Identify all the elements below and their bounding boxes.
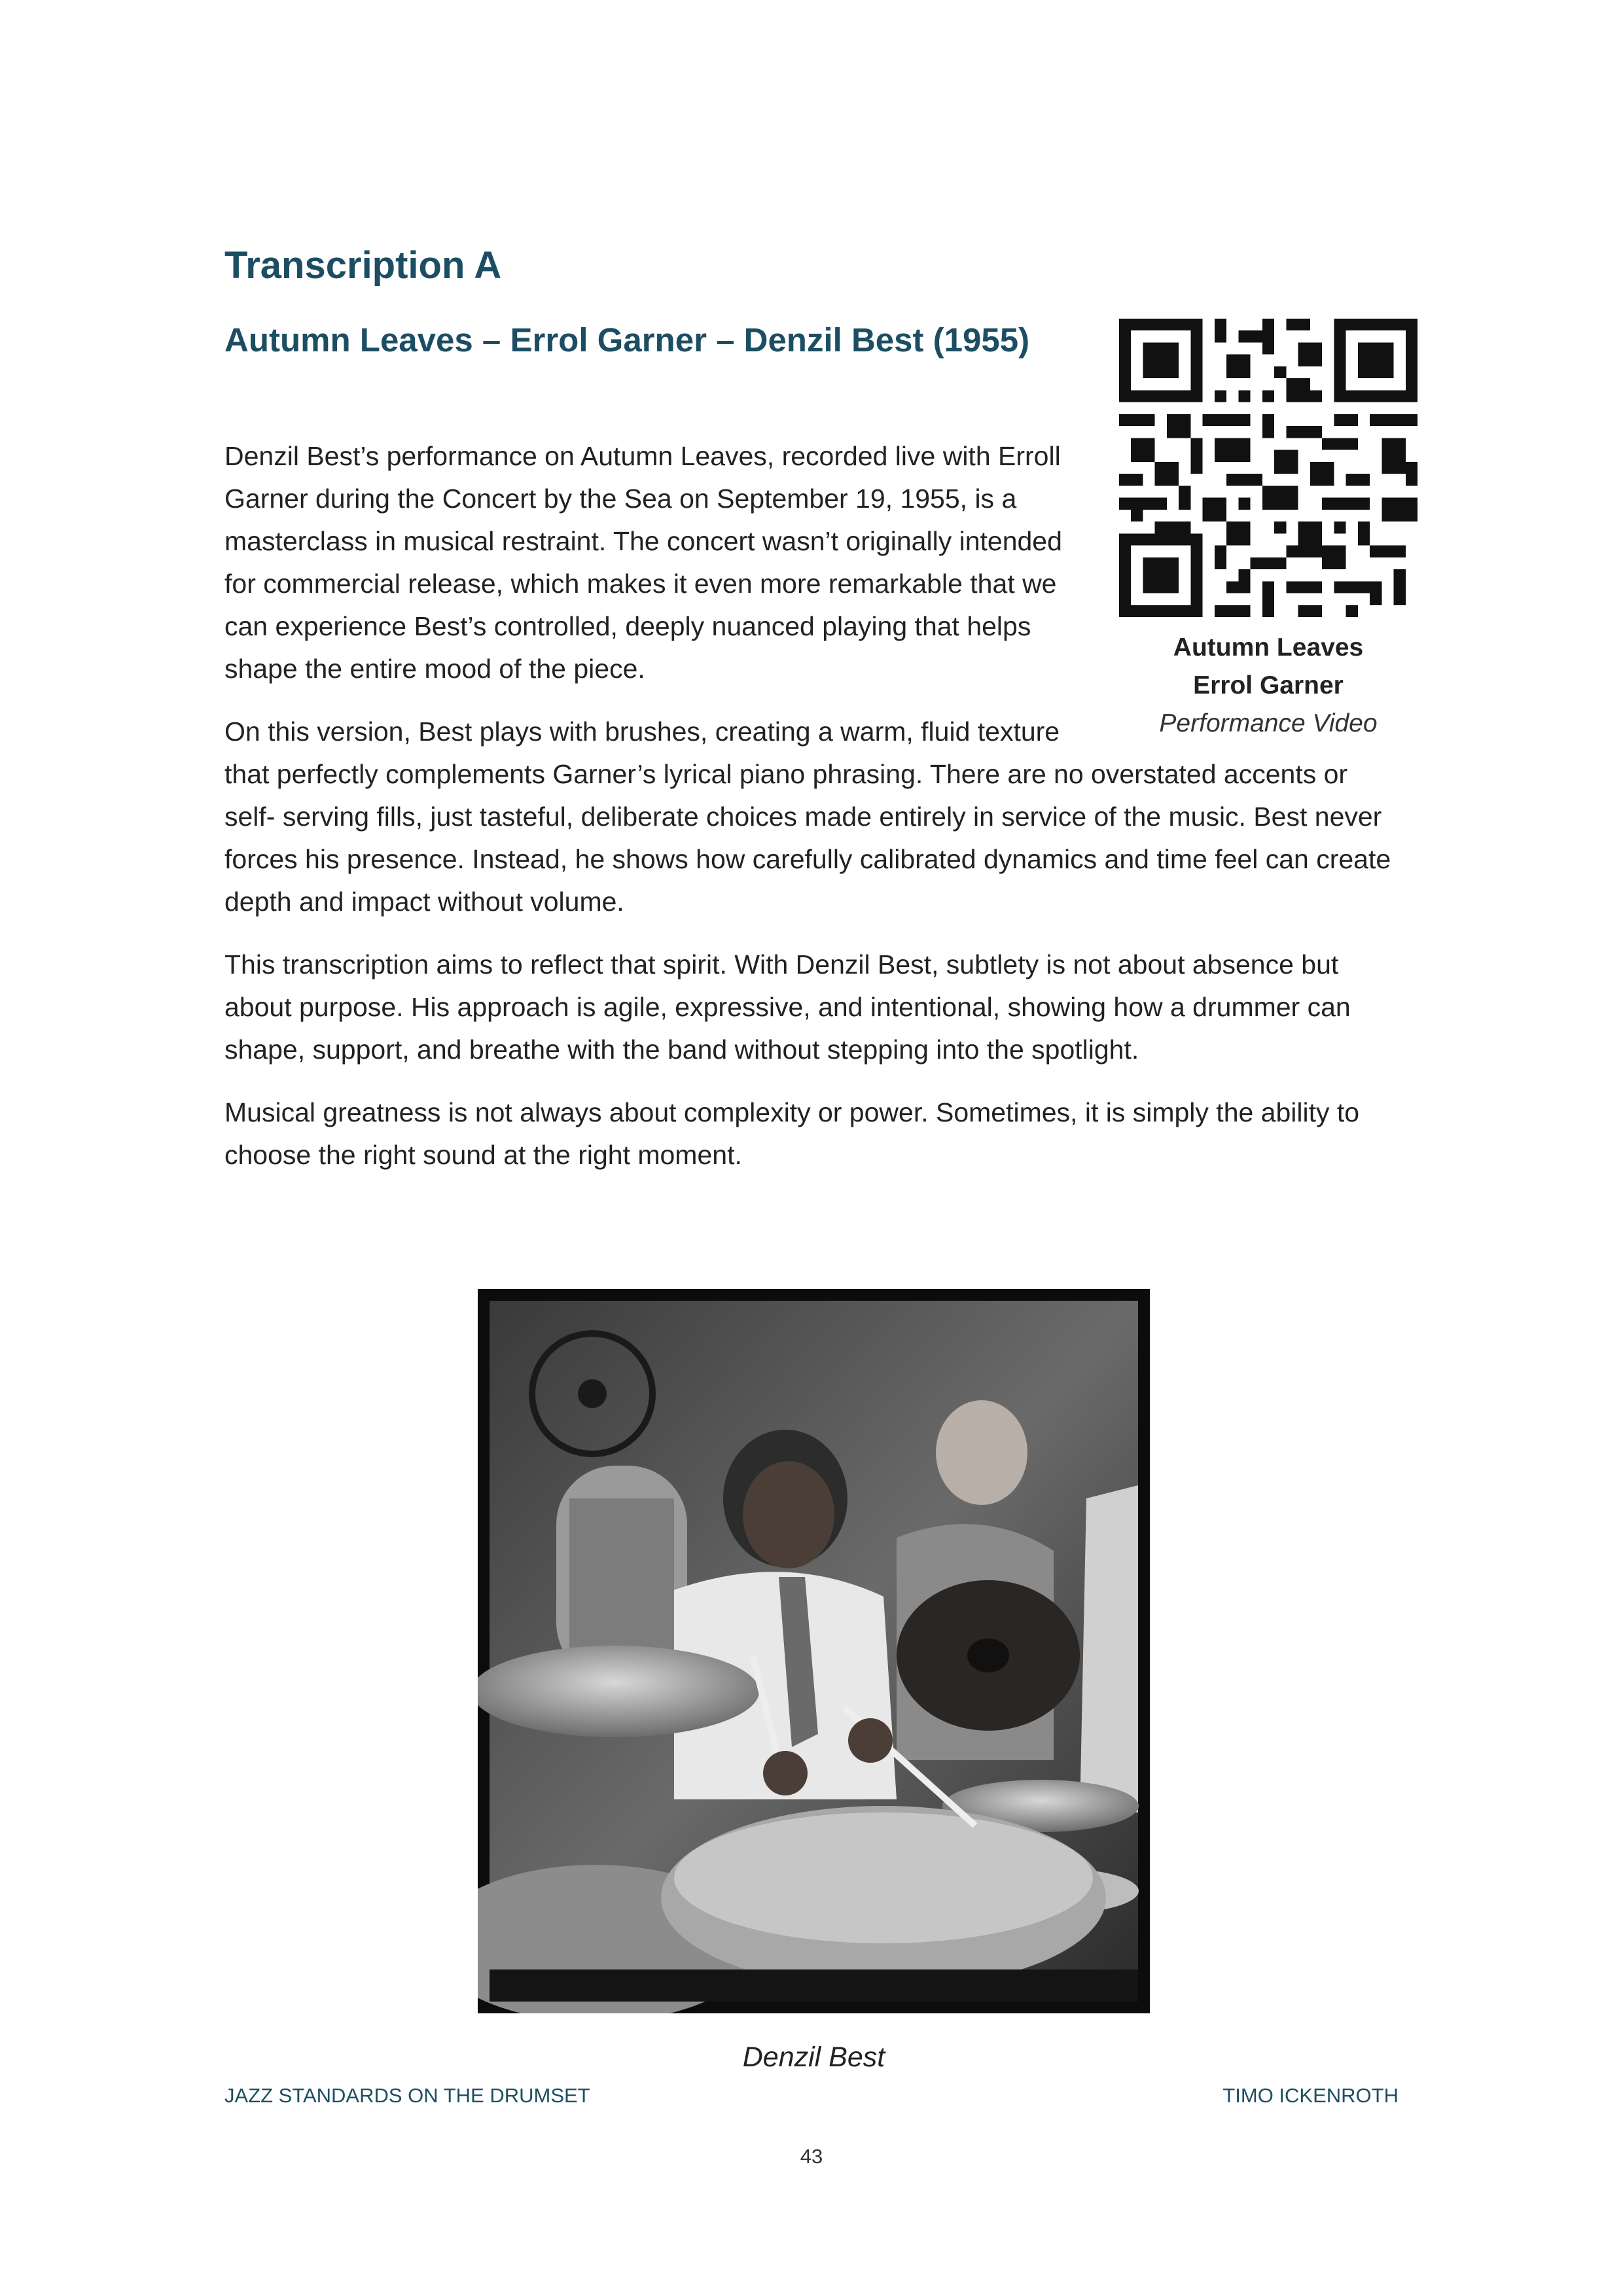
qr-code-icon[interactable] <box>1119 319 1418 617</box>
drummer-photo <box>478 1289 1150 2013</box>
qr-code-block[interactable] <box>1115 319 1422 743</box>
paragraph: On this version, Best plays with brushes, creating a warm, fluid texture that perfectly complements Garner’s lyrical piano phrasing. There are no overstated accents or self- serving fills, just tasteful, deliberate choices made entirely in service of the music. Best never forces his presence. Instead, he shows how carefully calibrated dynamics and time feel can create depth and impact without volume. <box>224 716 1391 917</box>
paragraph: Denzil Best’s performance on Autumn Leaves, recorded live with Erroll Garner during the Concert by the Sea on September 19, 1955, is a masterclass in musical restraint. The concert wasn’t originally intended for commercial release, which makes it even more remarkable that we can experience Best’s controlled, deeply nuanced playing that helps shape the entire mood of the piece. <box>224 441 1062 684</box>
paragraph: This transcription aims to reflect that spirit. With Denzil Best, subtlety is not about absence but about purpose. His approach is agile, expressive, and intentional, showing how a drummer can shape, support, and breathe with the band without stepping into the spotlight. <box>224 949 1351 1065</box>
article-body <box>224 435 1402 1197</box>
drummer-photo-illustration <box>478 1289 1150 2013</box>
page-subtitle: Autumn Leaves – Errol Garner – Denzil Best (1955) <box>224 321 1030 359</box>
page-title: Transcription A <box>224 244 502 287</box>
footer-book-title: JAZZ STANDARDS ON THE DRUMSET <box>224 2084 590 2107</box>
photo-caption: Denzil Best <box>742 2041 885 2073</box>
footer-author: TIMO ICKENROTH <box>1222 2084 1399 2107</box>
qr-caption <box>1115 629 1422 743</box>
qr-caption-type: Performance Video <box>1159 709 1378 737</box>
page-number: 43 <box>800 2145 823 2168</box>
qr-caption-artist: Errol Garner <box>1193 671 1344 699</box>
paragraph: Musical greatness is not always about complexity or power. Sometimes, it is simply the ability to choose the right sound at the right moment. <box>224 1097 1360 1170</box>
qr-caption-title: Autumn Leaves <box>1173 633 1364 662</box>
